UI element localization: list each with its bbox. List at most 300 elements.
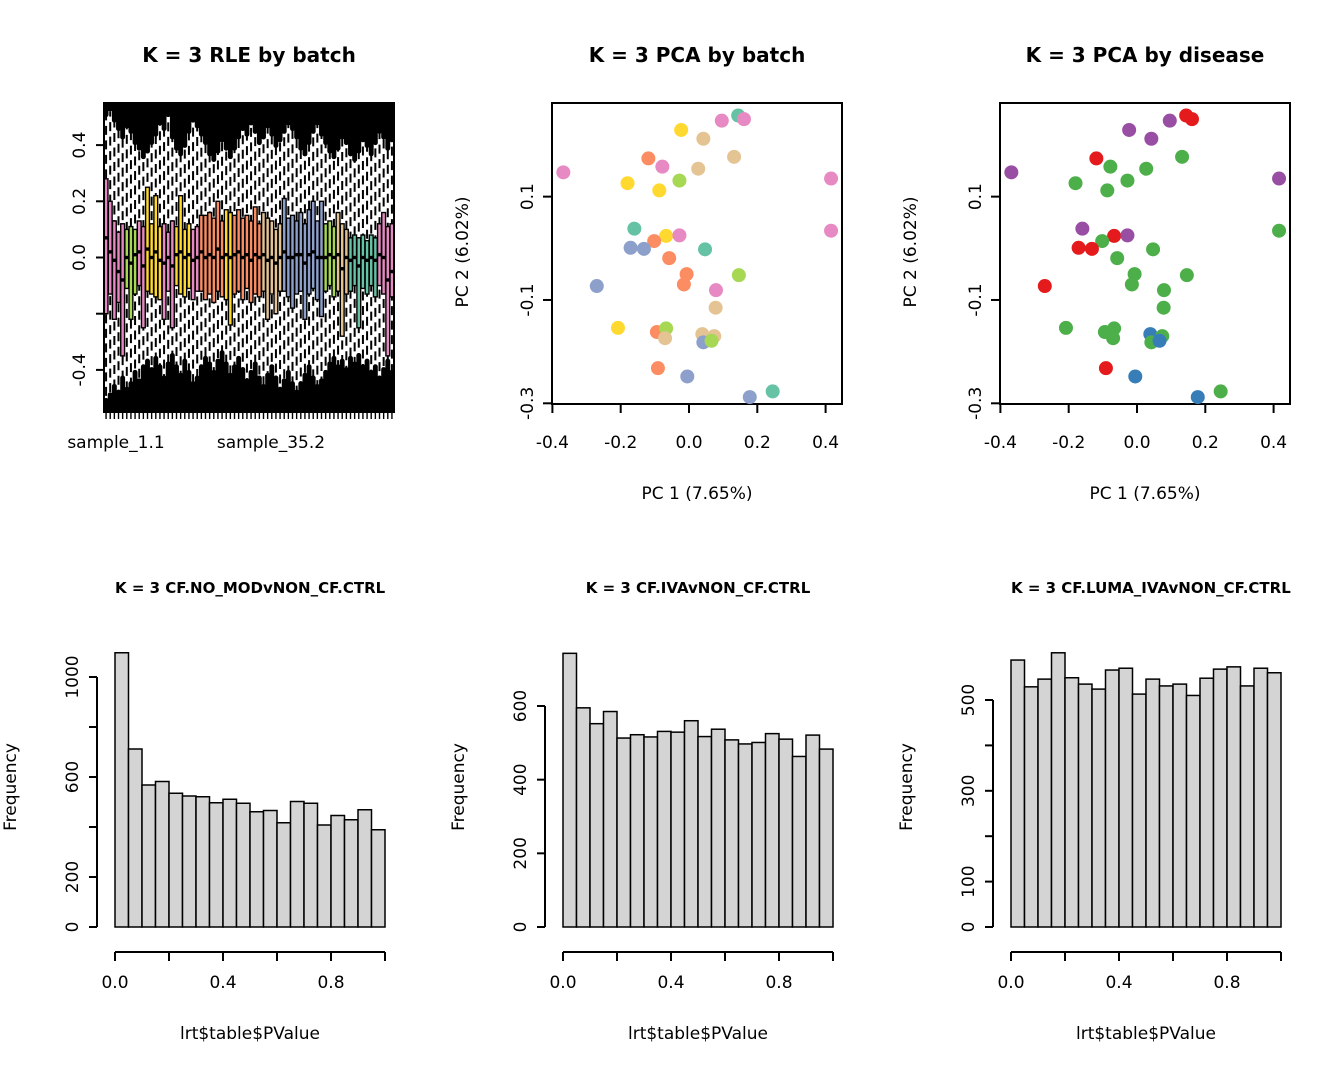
hist-bar bbox=[604, 712, 618, 927]
pca-point bbox=[651, 361, 665, 375]
rle-median bbox=[315, 256, 319, 259]
rle-box bbox=[315, 221, 319, 300]
hist-bar bbox=[712, 729, 726, 927]
rle-median bbox=[357, 264, 361, 267]
rle-median bbox=[220, 256, 224, 259]
pca-point bbox=[1085, 242, 1099, 256]
pca-point bbox=[737, 112, 751, 126]
rle-box bbox=[336, 213, 340, 292]
rle-box bbox=[311, 201, 315, 288]
rle-median bbox=[282, 250, 286, 253]
hist-bar bbox=[1254, 668, 1268, 927]
rle-median bbox=[154, 250, 158, 253]
y-tick-label: 200 bbox=[511, 837, 531, 870]
y-tick-label: -0.4 bbox=[70, 353, 90, 387]
y-tick-label: 300 bbox=[959, 774, 979, 808]
x-tick-label: 0.4 bbox=[1260, 433, 1288, 453]
rle-median bbox=[303, 261, 307, 264]
rle-median bbox=[121, 278, 125, 281]
hist-bar bbox=[1038, 679, 1052, 927]
rle-median bbox=[286, 256, 290, 259]
rle-median bbox=[274, 261, 278, 264]
hist-bar bbox=[1079, 684, 1093, 927]
pca-point bbox=[1175, 150, 1189, 164]
y-tick-label: 0.1 bbox=[966, 183, 986, 211]
hist-bar bbox=[250, 812, 264, 927]
hist-bar bbox=[698, 737, 712, 927]
rle-box bbox=[253, 207, 257, 294]
pca-point bbox=[1157, 283, 1171, 297]
hist-iva-ylabel: Frequency bbox=[449, 743, 469, 831]
pca-point bbox=[621, 176, 635, 190]
hist-bar bbox=[1106, 670, 1120, 927]
x-tick-label: 0.4 bbox=[209, 973, 237, 993]
pca-point bbox=[680, 369, 694, 383]
rle-median bbox=[183, 256, 187, 259]
rle-median bbox=[195, 256, 199, 259]
x-tick-label: 0.4 bbox=[657, 973, 685, 993]
rle-median bbox=[386, 278, 390, 281]
rle-box bbox=[112, 221, 116, 319]
rle-median bbox=[336, 253, 340, 256]
pca-point bbox=[1075, 222, 1089, 236]
rle-box bbox=[382, 213, 386, 294]
rle-median bbox=[146, 247, 150, 250]
hist-bar bbox=[142, 785, 156, 927]
hist-bar bbox=[766, 734, 780, 927]
hist-bar bbox=[1025, 687, 1039, 927]
hist-bar bbox=[1187, 695, 1201, 927]
pca-point bbox=[696, 132, 710, 146]
pca-point bbox=[611, 321, 625, 335]
hist-no-mod-title: K = 3 CF.NO_MODvNON_CF.CTRL bbox=[115, 579, 386, 597]
rle-median bbox=[179, 250, 183, 253]
pca-point bbox=[1069, 176, 1083, 190]
rle-box bbox=[129, 227, 133, 320]
rle-median bbox=[212, 256, 216, 259]
rle-median bbox=[262, 253, 266, 256]
x-tick-label: -0.4 bbox=[983, 433, 1017, 453]
panel-pca-by-batch bbox=[448, 0, 896, 538]
rle-box bbox=[282, 198, 286, 291]
rle-box bbox=[257, 224, 261, 297]
pca-point bbox=[627, 222, 641, 236]
hist-iva-plot-svg bbox=[448, 537, 896, 1075]
rle-x-label-first: sample_1.1 bbox=[67, 433, 165, 453]
hist-bar bbox=[1173, 684, 1187, 927]
rle-median bbox=[224, 253, 228, 256]
pca-point bbox=[1185, 112, 1199, 126]
hist-bar bbox=[590, 724, 604, 927]
hist-bar bbox=[1065, 678, 1079, 927]
rle-box bbox=[340, 224, 344, 336]
rle-median bbox=[378, 253, 382, 256]
hist-bar bbox=[1146, 679, 1160, 927]
rle-median bbox=[216, 247, 220, 250]
hist-bar bbox=[210, 803, 224, 927]
rle-plot-svg bbox=[0, 0, 448, 538]
hist-bar bbox=[1133, 694, 1147, 927]
rle-median bbox=[307, 253, 311, 256]
rle-median bbox=[361, 256, 365, 259]
rle-median bbox=[257, 256, 261, 259]
rle-box bbox=[386, 227, 390, 356]
rle-median bbox=[187, 253, 191, 256]
hist-bar bbox=[304, 803, 318, 927]
rle-box bbox=[357, 238, 361, 328]
rle-box bbox=[216, 201, 220, 291]
rle-box bbox=[121, 224, 125, 356]
rle-box bbox=[344, 229, 348, 294]
rle-box bbox=[307, 210, 311, 294]
pca-point bbox=[624, 241, 638, 255]
hist-bar bbox=[345, 820, 359, 927]
x-tick-label: 0.8 bbox=[317, 973, 345, 993]
rle-box bbox=[262, 213, 266, 292]
hist-bar bbox=[291, 802, 305, 928]
hist-bar bbox=[1119, 668, 1133, 927]
pca-disease-title: K = 3 PCA by disease bbox=[1025, 43, 1265, 67]
hist-bar bbox=[644, 737, 658, 927]
rle-median bbox=[328, 253, 332, 256]
hist-bar bbox=[223, 799, 237, 927]
rle-median bbox=[349, 259, 353, 262]
rle-box bbox=[158, 227, 162, 300]
pca-point bbox=[1004, 165, 1018, 179]
hist-bar bbox=[631, 735, 645, 927]
rle-median bbox=[108, 250, 112, 253]
plot-border bbox=[552, 103, 842, 404]
hist-bar bbox=[372, 830, 386, 927]
x-tick-label: -0.2 bbox=[604, 433, 638, 453]
hist-bar bbox=[1052, 653, 1066, 927]
rle-box bbox=[291, 215, 295, 308]
x-tick-label: -0.2 bbox=[1052, 433, 1086, 453]
rle-median bbox=[278, 256, 282, 259]
rle-median bbox=[228, 256, 232, 259]
rle-box bbox=[353, 235, 357, 286]
pca-point bbox=[1107, 229, 1121, 243]
x-tick-label: 0.2 bbox=[1191, 433, 1219, 453]
x-tick-label: 0.0 bbox=[1123, 433, 1151, 453]
hist-bar bbox=[739, 744, 753, 927]
pca-point bbox=[727, 150, 741, 164]
rle-box bbox=[183, 229, 187, 296]
x-tick-label: 0.0 bbox=[101, 973, 129, 993]
pca-point bbox=[1038, 279, 1052, 293]
rle-box bbox=[166, 232, 170, 291]
rle-box bbox=[332, 227, 336, 297]
rle-median bbox=[117, 270, 121, 273]
pca-point bbox=[1100, 183, 1114, 197]
pca-point bbox=[1272, 224, 1286, 238]
hist-bar bbox=[752, 742, 766, 927]
hist-bar bbox=[237, 803, 251, 927]
hist-iva-xlabel: lrt$table$PValue bbox=[627, 1024, 768, 1044]
rle-box bbox=[365, 241, 369, 294]
rle-median bbox=[199, 250, 203, 253]
y-tick-label: 0.4 bbox=[70, 131, 90, 159]
hist-bar bbox=[685, 721, 699, 927]
hist-luma-iva-plot-svg bbox=[896, 537, 1344, 1075]
hist-bar bbox=[129, 749, 143, 927]
hist-bar bbox=[1214, 669, 1228, 927]
rle-median bbox=[129, 261, 133, 264]
y-tick-label: 0 bbox=[511, 921, 531, 933]
hist-bar bbox=[1227, 667, 1241, 927]
x-tick-label: 0.4 bbox=[812, 433, 840, 453]
panel-hist-luma-iva bbox=[896, 537, 1344, 1075]
rle-median bbox=[150, 256, 154, 259]
pca-disease-xlabel: PC 1 (7.65%) bbox=[1089, 484, 1201, 504]
hist-bar bbox=[1200, 678, 1214, 927]
x-tick-label: 0.8 bbox=[1213, 973, 1241, 993]
hist-bar bbox=[1241, 686, 1255, 927]
rle-median bbox=[270, 256, 274, 259]
rle-box bbox=[349, 238, 353, 291]
pca-point bbox=[715, 114, 729, 128]
pca-point bbox=[1163, 114, 1177, 128]
x-tick-label: 0.0 bbox=[675, 433, 703, 453]
rle-median bbox=[320, 256, 324, 259]
y-tick-label: 0.1 bbox=[518, 183, 538, 211]
rle-median bbox=[208, 253, 212, 256]
pca-point bbox=[709, 301, 723, 315]
panel-pca-by-disease bbox=[896, 0, 1344, 538]
y-tick-label: 100 bbox=[959, 865, 979, 898]
rle-median bbox=[241, 256, 245, 259]
hist-bar bbox=[658, 731, 672, 927]
rle-median bbox=[133, 253, 137, 256]
pca-point bbox=[655, 160, 669, 174]
pca-disease-plot-svg bbox=[896, 0, 1344, 538]
rle-median bbox=[291, 256, 295, 259]
rle-box bbox=[303, 224, 307, 320]
pca-point bbox=[691, 162, 705, 176]
rle-box bbox=[212, 218, 216, 302]
pca-point bbox=[677, 277, 691, 291]
rle-median bbox=[299, 253, 303, 256]
rle-median bbox=[158, 259, 162, 262]
pca-point bbox=[1120, 174, 1134, 188]
pca-point bbox=[732, 268, 746, 282]
hist-bar bbox=[264, 811, 278, 928]
hist-bar bbox=[793, 756, 807, 927]
rle-box bbox=[133, 229, 137, 294]
y-tick-label: 600 bbox=[63, 760, 83, 794]
rle-median bbox=[353, 256, 357, 259]
rle-median bbox=[112, 259, 116, 262]
pca-point bbox=[556, 165, 570, 179]
rle-box bbox=[295, 221, 299, 294]
y-tick-label: 0 bbox=[63, 921, 83, 933]
hist-bar bbox=[183, 796, 197, 927]
hist-bar bbox=[156, 782, 170, 928]
pca-point bbox=[1059, 321, 1073, 335]
pca-point bbox=[1180, 268, 1194, 282]
pca-batch-title: K = 3 PCA by batch bbox=[588, 43, 806, 67]
pca-point bbox=[590, 279, 604, 293]
rle-median bbox=[369, 256, 373, 259]
rle-median bbox=[191, 259, 195, 262]
hist-bar bbox=[779, 739, 793, 927]
pca-point bbox=[698, 242, 712, 256]
y-tick-label: -0.1 bbox=[966, 283, 986, 317]
hist-luma-iva-ylabel: Frequency bbox=[897, 743, 917, 831]
rle-box bbox=[245, 215, 249, 288]
pca-batch-ylabel: PC 2 (6.02%) bbox=[453, 196, 473, 308]
rle-median bbox=[137, 250, 141, 253]
x-tick-label: 0.8 bbox=[765, 973, 793, 993]
hist-bar bbox=[671, 732, 685, 927]
pca-point bbox=[1110, 251, 1124, 265]
rle-box bbox=[191, 229, 195, 299]
hist-bar bbox=[725, 740, 739, 927]
hist-luma-iva-xlabel: lrt$table$PValue bbox=[1075, 1024, 1216, 1044]
rle-median bbox=[249, 259, 253, 262]
hist-bar bbox=[331, 816, 345, 928]
x-tick-label: 0.0 bbox=[549, 973, 577, 993]
pca-point bbox=[1120, 228, 1134, 242]
rle-x-label-last: sample_35.2 bbox=[216, 433, 326, 453]
rle-median bbox=[237, 250, 241, 253]
hist-bar bbox=[1160, 686, 1174, 927]
hist-bar bbox=[1011, 660, 1025, 927]
pca-point bbox=[1157, 301, 1171, 315]
hist-no-mod-ylabel: Frequency bbox=[1, 743, 21, 831]
rle-median bbox=[204, 256, 208, 259]
rle-box bbox=[170, 221, 174, 328]
pca-point bbox=[824, 172, 838, 186]
rle-median bbox=[233, 253, 237, 256]
hist-bar bbox=[318, 825, 332, 927]
hist-bar bbox=[115, 653, 129, 927]
rle-median bbox=[245, 253, 249, 256]
rle-median bbox=[125, 256, 129, 259]
rle-median bbox=[253, 253, 257, 256]
pca-point bbox=[1125, 277, 1139, 291]
rle-box bbox=[146, 187, 150, 291]
hist-bar bbox=[277, 823, 291, 927]
pca-point bbox=[709, 283, 723, 297]
rle-box bbox=[162, 224, 166, 320]
rle-median bbox=[175, 253, 179, 256]
y-tick-label: 0.0 bbox=[70, 243, 90, 272]
rle-box bbox=[274, 229, 278, 313]
pca-point bbox=[705, 334, 719, 348]
hist-no-mod-plot-svg bbox=[0, 537, 448, 1075]
pca-point bbox=[1128, 369, 1142, 383]
pca-point bbox=[652, 183, 666, 197]
pca-point bbox=[637, 242, 651, 256]
plot-border bbox=[1000, 103, 1290, 404]
rle-median bbox=[266, 259, 270, 262]
hist-bar bbox=[806, 735, 820, 927]
x-tick-label: 0.0 bbox=[997, 973, 1025, 993]
pca-point bbox=[766, 384, 780, 398]
hist-bar bbox=[563, 653, 577, 927]
hist-bar bbox=[1092, 689, 1106, 927]
pca-point bbox=[1153, 334, 1167, 348]
y-tick-label: 0.2 bbox=[70, 187, 90, 215]
pca-point bbox=[1139, 162, 1153, 176]
y-tick-label: -0.1 bbox=[518, 283, 538, 317]
pca-point bbox=[1089, 151, 1103, 165]
rle-box bbox=[369, 235, 373, 286]
hist-no-mod-xlabel: lrt$table$PValue bbox=[179, 1024, 320, 1044]
pca-disease-ylabel: PC 2 (6.02%) bbox=[901, 196, 921, 308]
rle-box bbox=[299, 213, 303, 292]
hist-bar bbox=[358, 810, 372, 927]
pca-batch-plot-svg bbox=[448, 0, 896, 538]
y-tick-label: 1000 bbox=[63, 655, 83, 699]
rle-box bbox=[373, 238, 377, 297]
hist-bar bbox=[169, 793, 183, 927]
x-tick-label: -0.4 bbox=[535, 433, 569, 453]
pca-point bbox=[1099, 361, 1113, 375]
pca-point bbox=[824, 224, 838, 238]
rle-median bbox=[295, 253, 299, 256]
rle-median bbox=[340, 267, 344, 270]
hist-iva-title: K = 3 CF.IVAvNON_CF.CTRL bbox=[585, 579, 811, 597]
pca-point bbox=[743, 390, 757, 404]
pca-point bbox=[1122, 123, 1136, 137]
hist-bar bbox=[196, 797, 210, 927]
pca-batch-xlabel: PC 1 (7.65%) bbox=[641, 484, 753, 504]
pca-point bbox=[672, 228, 686, 242]
rle-box bbox=[117, 232, 121, 302]
pca-point bbox=[658, 331, 672, 345]
rle-box bbox=[108, 201, 112, 294]
rle-median bbox=[311, 250, 315, 253]
rle-median bbox=[365, 259, 369, 262]
rle-box bbox=[154, 196, 158, 297]
rle-box bbox=[266, 218, 270, 319]
y-tick-label: -0.3 bbox=[518, 386, 538, 420]
pca-point bbox=[662, 251, 676, 265]
rle-box bbox=[141, 227, 145, 328]
hist-bar bbox=[820, 749, 834, 927]
rle-median bbox=[162, 261, 166, 264]
pca-point bbox=[674, 123, 688, 137]
x-tick-label: 0.4 bbox=[1105, 973, 1133, 993]
rle-median bbox=[170, 264, 174, 267]
pca-point bbox=[1272, 172, 1286, 186]
pca-point bbox=[1103, 160, 1117, 174]
hist-luma-iva-title: K = 3 CF.LUMA_IVAvNON_CF.CTRL bbox=[1011, 579, 1291, 597]
y-tick-label: 0 bbox=[959, 921, 979, 933]
y-tick-label: 500 bbox=[959, 683, 979, 717]
pca-point bbox=[641, 151, 655, 165]
panel-rle-by-batch bbox=[0, 0, 448, 538]
rle-median bbox=[141, 264, 145, 267]
rle-median bbox=[332, 256, 336, 259]
y-tick-label: 400 bbox=[511, 763, 531, 796]
pca-point bbox=[1106, 331, 1120, 345]
rle-median bbox=[166, 256, 170, 259]
x-tick-label: 0.2 bbox=[743, 433, 771, 453]
pca-point bbox=[1146, 242, 1160, 256]
rle-box bbox=[361, 235, 365, 288]
rle-median bbox=[382, 256, 386, 259]
panel-hist-iva bbox=[448, 537, 896, 1075]
pca-point bbox=[659, 229, 673, 243]
y-tick-label: 600 bbox=[511, 689, 531, 723]
hist-bar bbox=[577, 708, 591, 927]
y-tick-label: 200 bbox=[63, 860, 83, 894]
rle-title: K = 3 RLE by batch bbox=[142, 43, 356, 67]
rle-plot-area bbox=[104, 98, 395, 417]
